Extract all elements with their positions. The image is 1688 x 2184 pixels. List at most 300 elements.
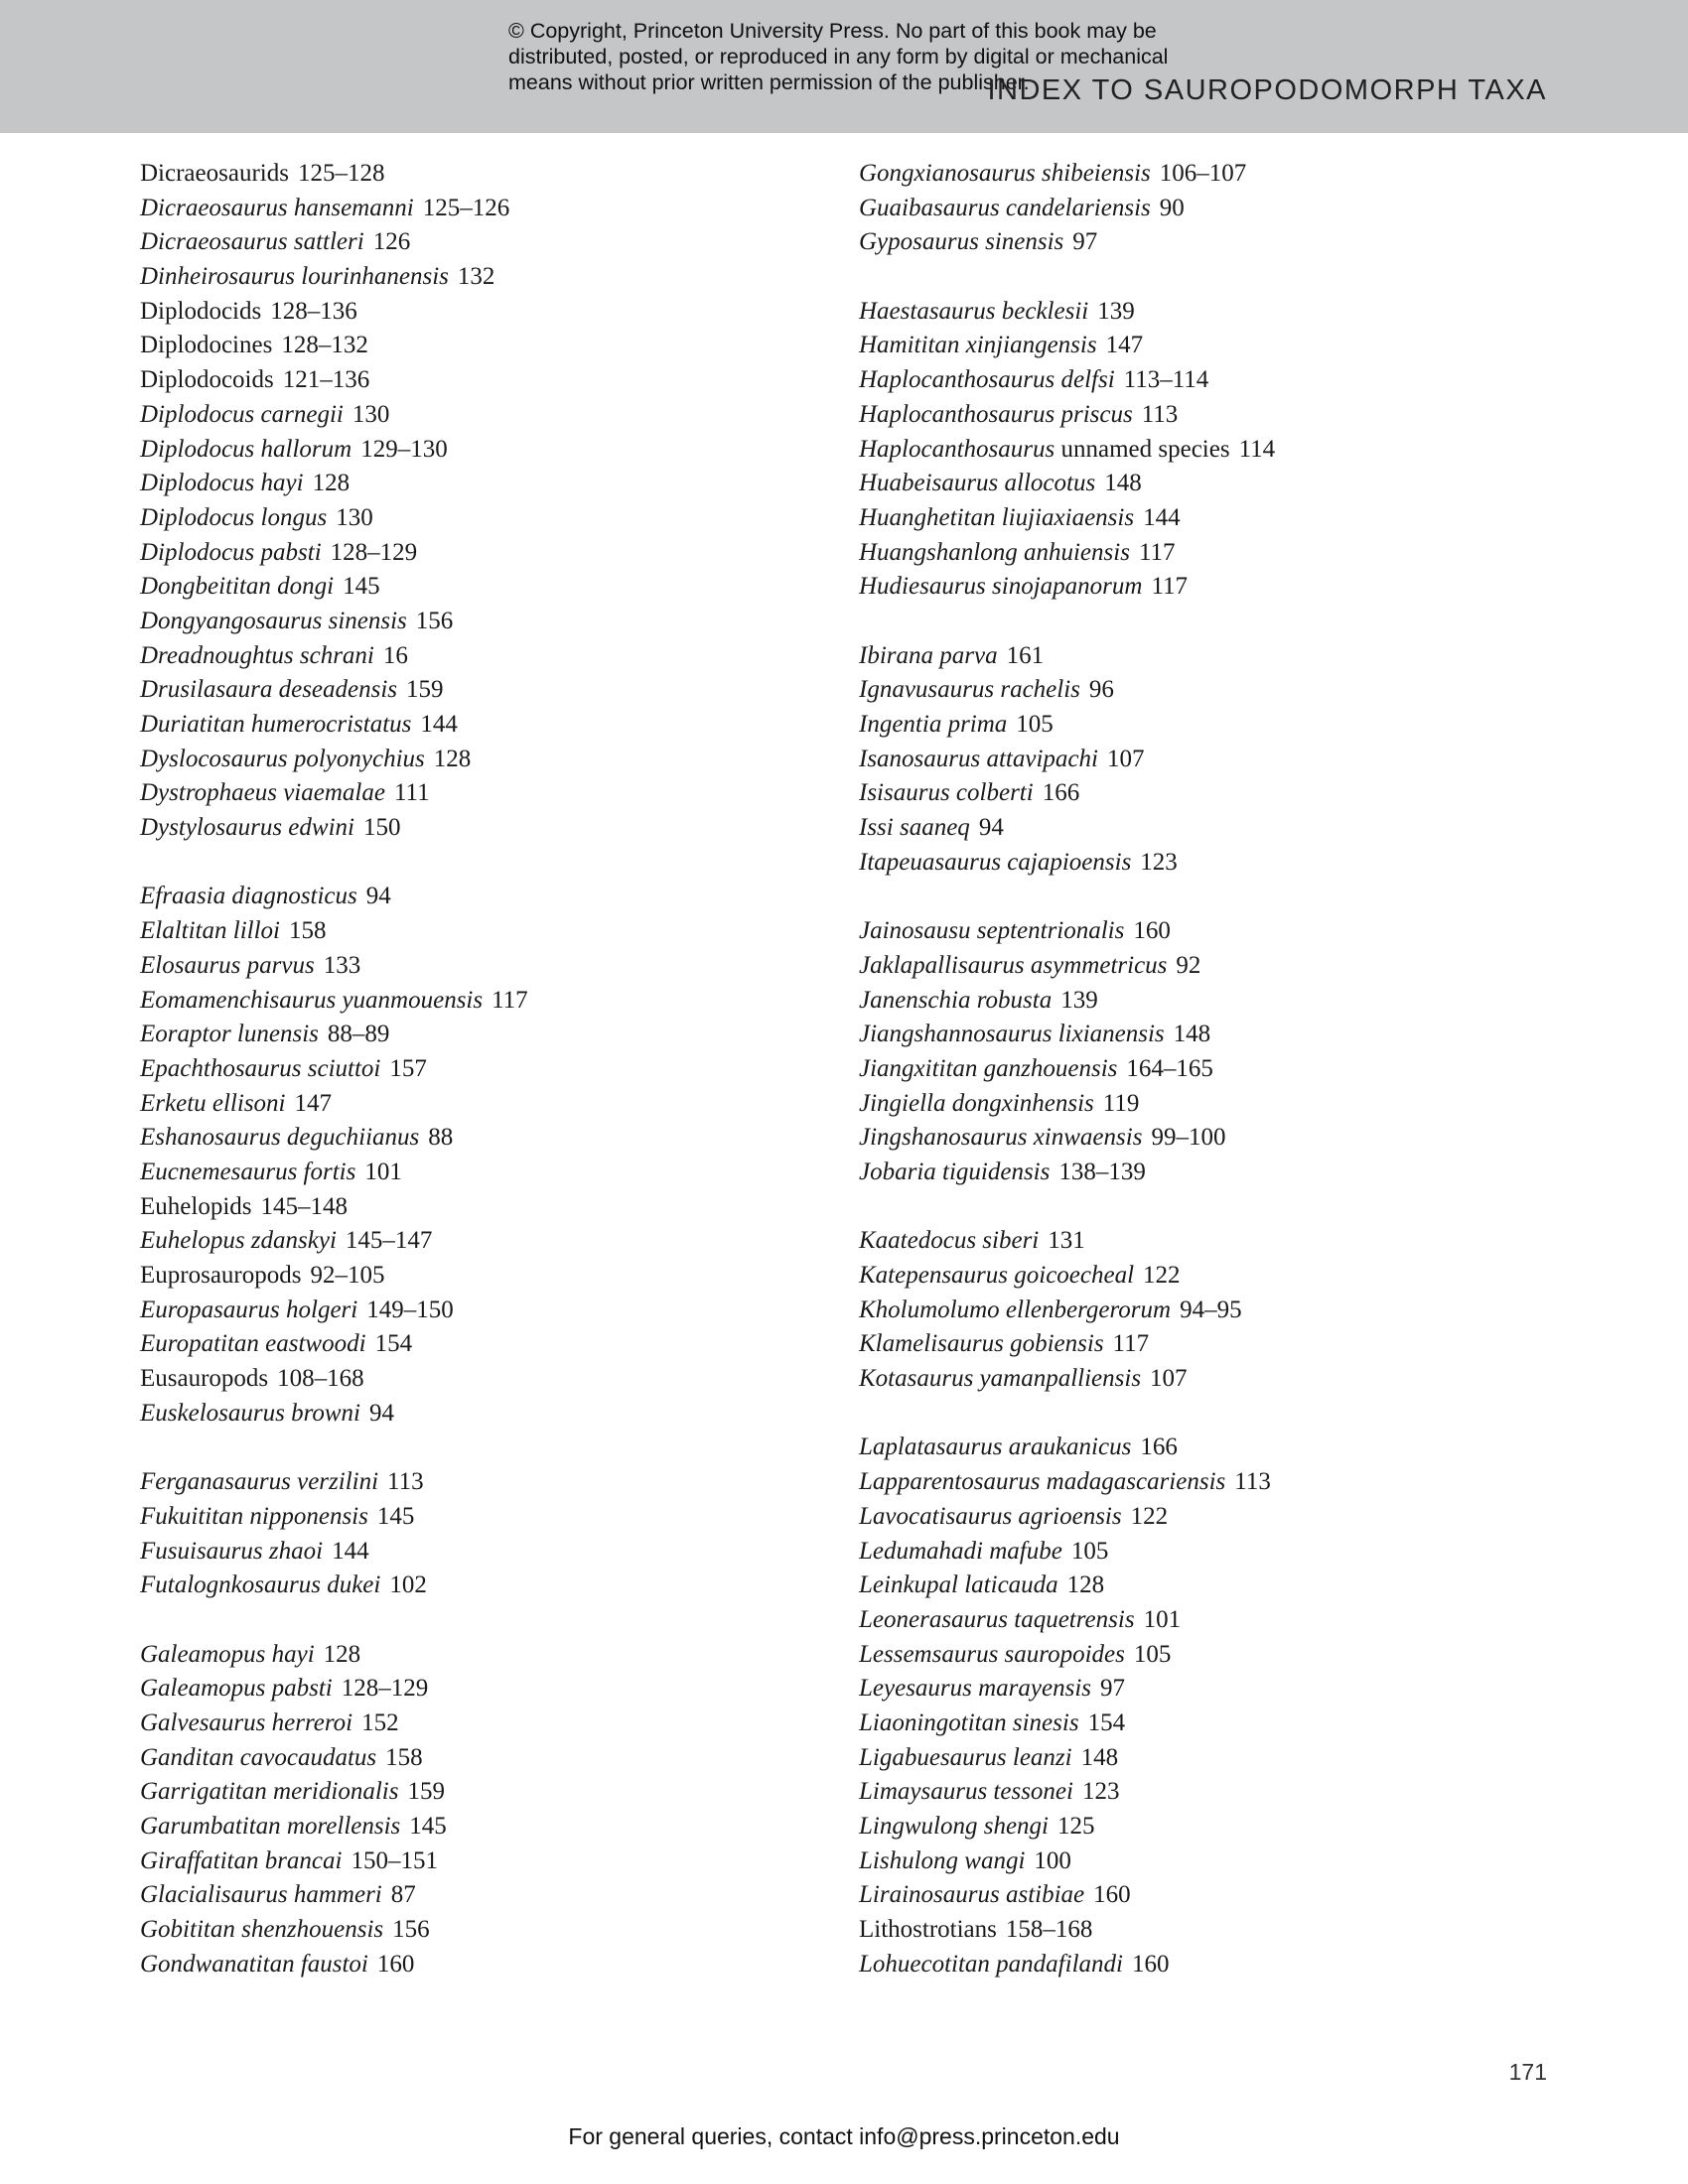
index-entry [140, 1775, 815, 1810]
taxon-name: Lishulong wangi [859, 1846, 1026, 1874]
taxon-name: Dongyangosaurus sinensis [140, 607, 407, 634]
page-reference: 106–107 [1159, 160, 1247, 187]
index-entry [859, 536, 1554, 571]
index-entry [859, 776, 1554, 811]
index-entry [140, 605, 815, 639]
taxon-name: Gyposaurus sinensis [859, 228, 1064, 256]
taxon-name: Giraffatitan brancai [140, 1846, 343, 1874]
taxon-name: Euprosauropods [140, 1262, 302, 1289]
taxon-name: Jaklapallisaurus asymmetricus [859, 951, 1168, 979]
taxon-name: Ibirana parva [859, 641, 998, 669]
taxon-name: Diplodocines [140, 332, 273, 359]
taxon-name: Huabeisaurus allocotus [859, 470, 1096, 497]
index-entry [859, 467, 1554, 501]
taxon-name: Fusuisaurus zhaoi [140, 1537, 324, 1565]
page-reference: 108–168 [277, 1365, 364, 1393]
page-reference: 101 [364, 1158, 402, 1185]
index-entry [140, 1018, 815, 1052]
taxon-name: Elosaurus parvus [140, 951, 315, 979]
index-entry [859, 1948, 1554, 1982]
page-reference: 117 [1112, 1330, 1150, 1358]
index-entry [859, 1121, 1554, 1156]
index-entry [140, 1121, 815, 1156]
index-entry [859, 1810, 1554, 1844]
index-entry [140, 1535, 815, 1570]
taxon-name: Glacialisaurus hammeri [140, 1881, 382, 1909]
taxon-name: Diplodocids [140, 297, 262, 325]
index-entry [859, 1156, 1554, 1190]
page-reference: 147 [1105, 332, 1144, 359]
index-entry [140, 914, 815, 949]
page-reference: 128 [1066, 1571, 1105, 1599]
letter-group-gap [140, 1603, 815, 1638]
page-reference: 156 [415, 607, 454, 634]
index-entry [859, 1052, 1554, 1087]
taxon-name: Diplodocus carnegii [140, 400, 344, 428]
taxon-name: Gobititan shenzhouensis [140, 1916, 384, 1944]
index-entry [859, 949, 1554, 984]
index-entry [140, 1706, 815, 1741]
taxon-name: Jingshanosaurus xinwaensis [859, 1124, 1143, 1152]
letter-group-gap [140, 846, 815, 881]
taxon-name: Janenschia robusta [859, 986, 1053, 1014]
index-entry [859, 501, 1554, 536]
index-entry [859, 846, 1554, 881]
taxon-name: Lessemsaurus sauropoides [859, 1640, 1125, 1668]
taxon-name: Euskelosaurus browni [140, 1399, 360, 1427]
letter-group-gap [859, 1397, 1554, 1432]
page-reference: 113–114 [1123, 366, 1209, 394]
index-entry [859, 1672, 1554, 1706]
copyright-line: distributed, posted, or reproduced in any form by digital or mechanical [508, 45, 1169, 68]
index-entry [859, 1327, 1554, 1362]
page-reference: 154 [1087, 1708, 1126, 1736]
index-entry [140, 1294, 815, 1328]
taxon-name: Itapeuasaurus cajapioensis [859, 848, 1132, 876]
running-head: INDEX TO SAUROPODOMORPH TAXA [987, 74, 1547, 106]
taxon-name: Euhelopus zdanskyi [140, 1227, 337, 1255]
taxon-name: Diplodocus hallorum [140, 435, 352, 463]
index-entry [140, 1500, 815, 1535]
page-reference: 125 [1057, 1813, 1095, 1840]
index-entry [140, 501, 815, 536]
index-entry [140, 1397, 815, 1432]
index-entry [859, 1294, 1554, 1328]
index-entry [859, 639, 1554, 674]
page-reference: 144 [1143, 503, 1181, 531]
taxon-name: Dicraeosaurus hansemanni [140, 194, 414, 221]
page-reference: 148 [1173, 1021, 1211, 1048]
page-reference: 144 [332, 1537, 369, 1565]
page-reference: 87 [390, 1881, 416, 1909]
taxon-name: Klamelisaurus gobiensis [859, 1330, 1104, 1358]
index-entry [140, 398, 815, 433]
page-reference: 101 [1143, 1605, 1182, 1633]
page-reference: 131 [1048, 1227, 1085, 1255]
taxon-name: Ingentia prima [859, 711, 1008, 738]
taxon-name: Eomamenchisaurus yuanmouensis [140, 986, 484, 1014]
index-entry [140, 673, 815, 708]
index-entry [140, 329, 815, 363]
page-reference: 133 [323, 951, 361, 979]
index-entry [140, 811, 815, 846]
index-entry [859, 708, 1554, 743]
index-entry [140, 949, 815, 984]
taxon-name: Eshanosaurus deguchiianus [140, 1124, 420, 1152]
page-reference: 94 [369, 1399, 394, 1427]
index-column-left [140, 157, 815, 1981]
index-entry [859, 1465, 1554, 1500]
page-reference: 128–129 [341, 1675, 429, 1703]
index-entry [140, 295, 815, 330]
index-entry [140, 1569, 815, 1603]
index-entry [140, 1190, 815, 1225]
page-reference: 150–151 [351, 1846, 438, 1874]
index-entry [859, 1224, 1554, 1259]
page-reference: 148 [1080, 1743, 1119, 1771]
page-reference: 126 [372, 228, 411, 256]
page-reference: 97 [1100, 1675, 1126, 1703]
index-entry [859, 1500, 1554, 1535]
taxon-name: Duriatitan humerocristatus [140, 711, 412, 738]
index-entry [140, 363, 815, 398]
page-reference: 128–132 [281, 332, 368, 359]
taxon-name: Europatitan eastwoodi [140, 1330, 366, 1358]
taxon-name: Efraasia diagnosticus [140, 883, 357, 910]
page-reference: 90 [1159, 194, 1185, 221]
page-reference: 152 [361, 1708, 399, 1736]
index-entry [140, 1913, 815, 1948]
taxon-name: Ignavusaurus rachelis [859, 676, 1080, 704]
taxon-qualifier: unnamed species [1055, 435, 1230, 463]
page-reference: 129–130 [360, 435, 448, 463]
page-reference: 105 [1016, 711, 1054, 738]
taxon-name: Euhelopids [140, 1192, 252, 1220]
page-reference: 122 [1130, 1502, 1169, 1530]
taxon-name: Hamititan xinjiangensis [859, 332, 1097, 359]
copyright-line: © Copyright, Princeton University Press. No part of this book may be [508, 19, 1157, 43]
index-entry [140, 467, 815, 501]
letter-group-gap [859, 880, 1554, 914]
index-entry [859, 192, 1554, 226]
taxon-name: Katepensaurus goicoecheal [859, 1262, 1135, 1289]
index-entry [140, 225, 815, 260]
taxon-name: Lohuecotitan pandafilandi [859, 1950, 1123, 1978]
taxon-name: Galeamopus pabsti [140, 1675, 333, 1703]
index-entry [140, 1810, 815, 1844]
taxon-name: Diplodocus longus [140, 503, 328, 531]
taxon-name: Gondwanatitan faustoi [140, 1950, 368, 1978]
index-entry [859, 1087, 1554, 1122]
taxon-name: Jainosausu septentrionalis [859, 917, 1125, 945]
taxon-name: Dicraeosaurus sattleri [140, 228, 364, 256]
index-entry [859, 1018, 1554, 1052]
taxon-name: Diplodocus hayi [140, 470, 304, 497]
letter-group-gap [859, 605, 1554, 639]
taxon-name: Jiangshannosaurus lixianensis [859, 1021, 1165, 1048]
page-reference: 145–147 [345, 1227, 433, 1255]
index-entry [140, 570, 815, 605]
index-entry [859, 1603, 1554, 1638]
taxon-name: Ligabuesaurus leanzi [859, 1743, 1072, 1771]
page-reference: 113 [1141, 400, 1179, 428]
index-entry [859, 570, 1554, 605]
taxon-name: Dicraeosaurids [140, 160, 289, 187]
page-reference: 111 [393, 779, 430, 807]
taxon-name: Dystrophaeus viaemalae [140, 779, 385, 807]
page-reference: 123 [1140, 848, 1178, 876]
index-entry [140, 1948, 815, 1982]
page-reference: 139 [1060, 986, 1098, 1014]
page-reference: 145 [343, 573, 380, 601]
taxon-name: Jiangxititan ganzhouensis [859, 1054, 1118, 1082]
index-entry [140, 157, 815, 192]
taxon-name: Kaatedocus siberi [859, 1227, 1040, 1255]
taxon-name: Erketu ellisoni [140, 1089, 286, 1117]
taxon-name: Lithostrotians [859, 1916, 997, 1944]
index-entry [140, 192, 815, 226]
page-reference: 157 [389, 1054, 427, 1082]
page-reference: 105 [1070, 1537, 1109, 1565]
page-reference: 148 [1104, 470, 1142, 497]
index-entry [859, 295, 1554, 330]
index-entry [859, 984, 1554, 1019]
taxon-name: Eoraptor lunensis [140, 1021, 319, 1048]
taxon-name: Dreadnoughtus schrani [140, 641, 374, 669]
page-reference: 160 [376, 1950, 415, 1978]
taxon-name: Haplocanthosaurus [859, 435, 1055, 463]
index-entry [140, 260, 815, 295]
page-reference: 128–136 [270, 297, 357, 325]
taxon-name: Futalognkosaurus dukei [140, 1571, 381, 1599]
taxon-name: Haplocanthosaurus delfsi [859, 366, 1115, 394]
page-reference: 119 [1102, 1089, 1140, 1117]
page-reference: 161 [1006, 641, 1045, 669]
page-reference: 113 [387, 1468, 424, 1496]
index-entry [140, 708, 815, 743]
index-entry [859, 363, 1554, 398]
index-entry [859, 157, 1554, 192]
taxon-name: Ledumahadi mafube [859, 1537, 1062, 1565]
page-reference: 128 [433, 745, 472, 772]
taxon-name: Elaltitan lilloi [140, 917, 280, 945]
page-reference: 117 [492, 986, 528, 1014]
index-entry [140, 1087, 815, 1122]
page-reference: 132 [457, 263, 495, 291]
page-reference: 122 [1143, 1262, 1181, 1289]
page-reference: 102 [389, 1571, 427, 1599]
taxon-name: Ferganasaurus verzilini [140, 1468, 379, 1496]
page-reference: 160 [1131, 1950, 1170, 1978]
taxon-name: Kotasaurus yamanpalliensis [859, 1365, 1142, 1393]
index-entry [140, 1052, 815, 1087]
index-entry [859, 673, 1554, 708]
page-reference: 158 [288, 917, 327, 945]
index-entry [140, 433, 815, 468]
index-column-right [859, 157, 1554, 1981]
index-entry [859, 811, 1554, 846]
page-reference: 100 [1034, 1846, 1071, 1874]
page-reference: 160 [1133, 917, 1171, 945]
taxon-name: Haplocanthosaurus priscus [859, 400, 1133, 428]
taxon-name: Epachthosaurus sciuttoi [140, 1054, 381, 1082]
index-entry [859, 1638, 1554, 1673]
index-entry [859, 1259, 1554, 1294]
page-reference: 94–95 [1180, 1296, 1242, 1323]
page-reference: 147 [294, 1089, 332, 1117]
taxon-name: Garumbatitan morellensis [140, 1813, 401, 1840]
taxon-name: Leonerasaurus taquetrensis [859, 1605, 1135, 1633]
index-entry [140, 743, 815, 777]
index-entry [140, 984, 815, 1019]
page-reference: 107 [1106, 745, 1145, 772]
index-entry [859, 1535, 1554, 1570]
index-entry [140, 776, 815, 811]
taxon-name: Lapparentosaurus madagascariensis [859, 1468, 1226, 1496]
letter-group-gap [859, 260, 1554, 295]
taxon-name: Garrigatitan meridionalis [140, 1778, 399, 1806]
page-reference: 96 [1088, 676, 1114, 704]
page-reference: 114 [1238, 435, 1276, 463]
index-entry [140, 1259, 815, 1294]
index-entry [859, 1775, 1554, 1810]
page-reference: 130 [352, 400, 390, 428]
taxon-name: Limaysaurus tessonei [859, 1778, 1073, 1806]
index-entry [859, 743, 1554, 777]
taxon-name: Haestasaurus becklesii [859, 297, 1089, 325]
page-reference: 144 [420, 711, 458, 738]
index-entry [859, 1878, 1554, 1913]
taxon-name: Eusauropods [140, 1365, 269, 1393]
index-entry [859, 1569, 1554, 1603]
index-entry [859, 1362, 1554, 1397]
page-reference: 154 [374, 1330, 413, 1358]
page-reference: 149–150 [366, 1296, 454, 1323]
taxon-name: Europasaurus holgeri [140, 1296, 358, 1323]
copyright-banner [0, 0, 1688, 133]
page-reference: 158 [385, 1743, 423, 1771]
index-entry [859, 225, 1554, 260]
index-entry [140, 880, 815, 914]
page-reference: 130 [336, 503, 373, 531]
index-entry [859, 1913, 1554, 1948]
page-reference: 94 [978, 814, 1004, 842]
page-reference: 117 [1151, 573, 1189, 601]
index-entry [859, 329, 1554, 363]
taxon-name: Isisaurus colberti [859, 779, 1034, 807]
index-entry [859, 914, 1554, 949]
page-reference: 121–136 [282, 366, 370, 394]
taxon-name: Diplodocoids [140, 366, 274, 394]
taxon-name: Guaibasaurus candelariensis [859, 194, 1151, 221]
copyright-line: means without prior written permission of the publisher. [508, 70, 1030, 94]
page-reference: 97 [1072, 228, 1098, 256]
index-entry [140, 1672, 815, 1706]
taxon-name: Leyesaurus marayensis [859, 1675, 1092, 1703]
index-entry [140, 1156, 815, 1190]
page-reference: 92–105 [310, 1262, 385, 1289]
taxon-name: Jingiella dongxinhensis [859, 1089, 1094, 1117]
taxon-name: Lavocatisaurus agrioensis [859, 1502, 1122, 1530]
taxon-name: Drusilasaura deseadensis [140, 676, 398, 704]
taxon-name: Hudiesaurus sinojapanorum [859, 573, 1143, 601]
index-entry [140, 1362, 815, 1397]
page-reference: 145 [376, 1502, 415, 1530]
index-entry [140, 639, 815, 674]
taxon-name: Lingwulong shengi [859, 1813, 1049, 1840]
taxon-name: Eucnemesaurus fortis [140, 1158, 356, 1185]
taxon-name: Galvesaurus herreroi [140, 1708, 353, 1736]
taxon-name: Fukuititan nipponensis [140, 1502, 368, 1530]
page-reference: 138–139 [1058, 1158, 1146, 1185]
taxon-name: Dyslocosaurus polyonychius [140, 745, 425, 772]
page-reference: 150 [362, 814, 401, 842]
taxon-name: Huanghetitan liujiaxiaensis [859, 503, 1135, 531]
page-reference: 99–100 [1151, 1124, 1226, 1152]
index-entry [859, 1706, 1554, 1741]
page-reference: 145 [409, 1813, 447, 1840]
page-reference: 164–165 [1126, 1054, 1213, 1082]
taxon-name: Issi saaneq [859, 814, 970, 842]
taxon-name: Ganditan cavocaudatus [140, 1743, 377, 1771]
page-reference: 128–129 [330, 538, 418, 566]
page-reference: 166 [1140, 1433, 1178, 1461]
page-reference: 145–148 [260, 1192, 348, 1220]
page-reference: 159 [406, 676, 444, 704]
letter-group-gap [859, 1190, 1554, 1225]
taxon-name: Lirainosaurus astibiae [859, 1881, 1085, 1909]
index-entry [140, 1465, 815, 1500]
taxon-name: Diplodocus pabsti [140, 538, 322, 566]
index-entry [859, 433, 1554, 468]
taxon-name: Jobaria tiguidensis [859, 1158, 1051, 1185]
page-reference: 159 [407, 1778, 445, 1806]
letter-group-gap [140, 1431, 815, 1465]
page-reference: 166 [1042, 779, 1080, 807]
page-reference: 139 [1097, 297, 1135, 325]
index-entry [140, 1224, 815, 1259]
taxon-name: Galeamopus hayi [140, 1640, 315, 1668]
index-entry [140, 1327, 815, 1362]
taxon-name: Dinheirosaurus lourinhanensis [140, 263, 449, 291]
page-reference: 107 [1150, 1365, 1188, 1393]
index-entry [859, 1431, 1554, 1465]
page-reference: 92 [1176, 951, 1201, 979]
page-reference: 125–128 [297, 160, 385, 187]
taxon-name: Leinkupal laticauda [859, 1571, 1058, 1599]
taxon-name: Huangshanlong anhuiensis [859, 538, 1130, 566]
page-reference: 94 [365, 883, 391, 910]
page-reference: 88 [428, 1124, 454, 1152]
taxon-name: Dongbeititan dongi [140, 573, 335, 601]
page-reference: 88–89 [327, 1021, 390, 1048]
taxon-name: Dystylosaurus edwini [140, 814, 354, 842]
index-entry [140, 1844, 815, 1879]
footer-contact: For general queries, contact info@press.princeton.edu [568, 2123, 1120, 2149]
index-entry [859, 398, 1554, 433]
taxon-name: Liaoningotitan sinesis [859, 1708, 1079, 1736]
index-entry [140, 1878, 815, 1913]
page-reference: 125–126 [422, 194, 510, 221]
page-reference: 113 [1234, 1468, 1271, 1496]
page-number: 171 [1508, 2059, 1547, 2085]
page-reference: 158–168 [1005, 1916, 1093, 1944]
taxon-name: Laplatasaurus araukanicus [859, 1433, 1132, 1461]
taxon-name: Isanosaurus attavipachi [859, 745, 1098, 772]
page-reference: 160 [1093, 1881, 1131, 1909]
page-reference: 117 [1138, 538, 1176, 566]
index-entry [140, 1638, 815, 1673]
